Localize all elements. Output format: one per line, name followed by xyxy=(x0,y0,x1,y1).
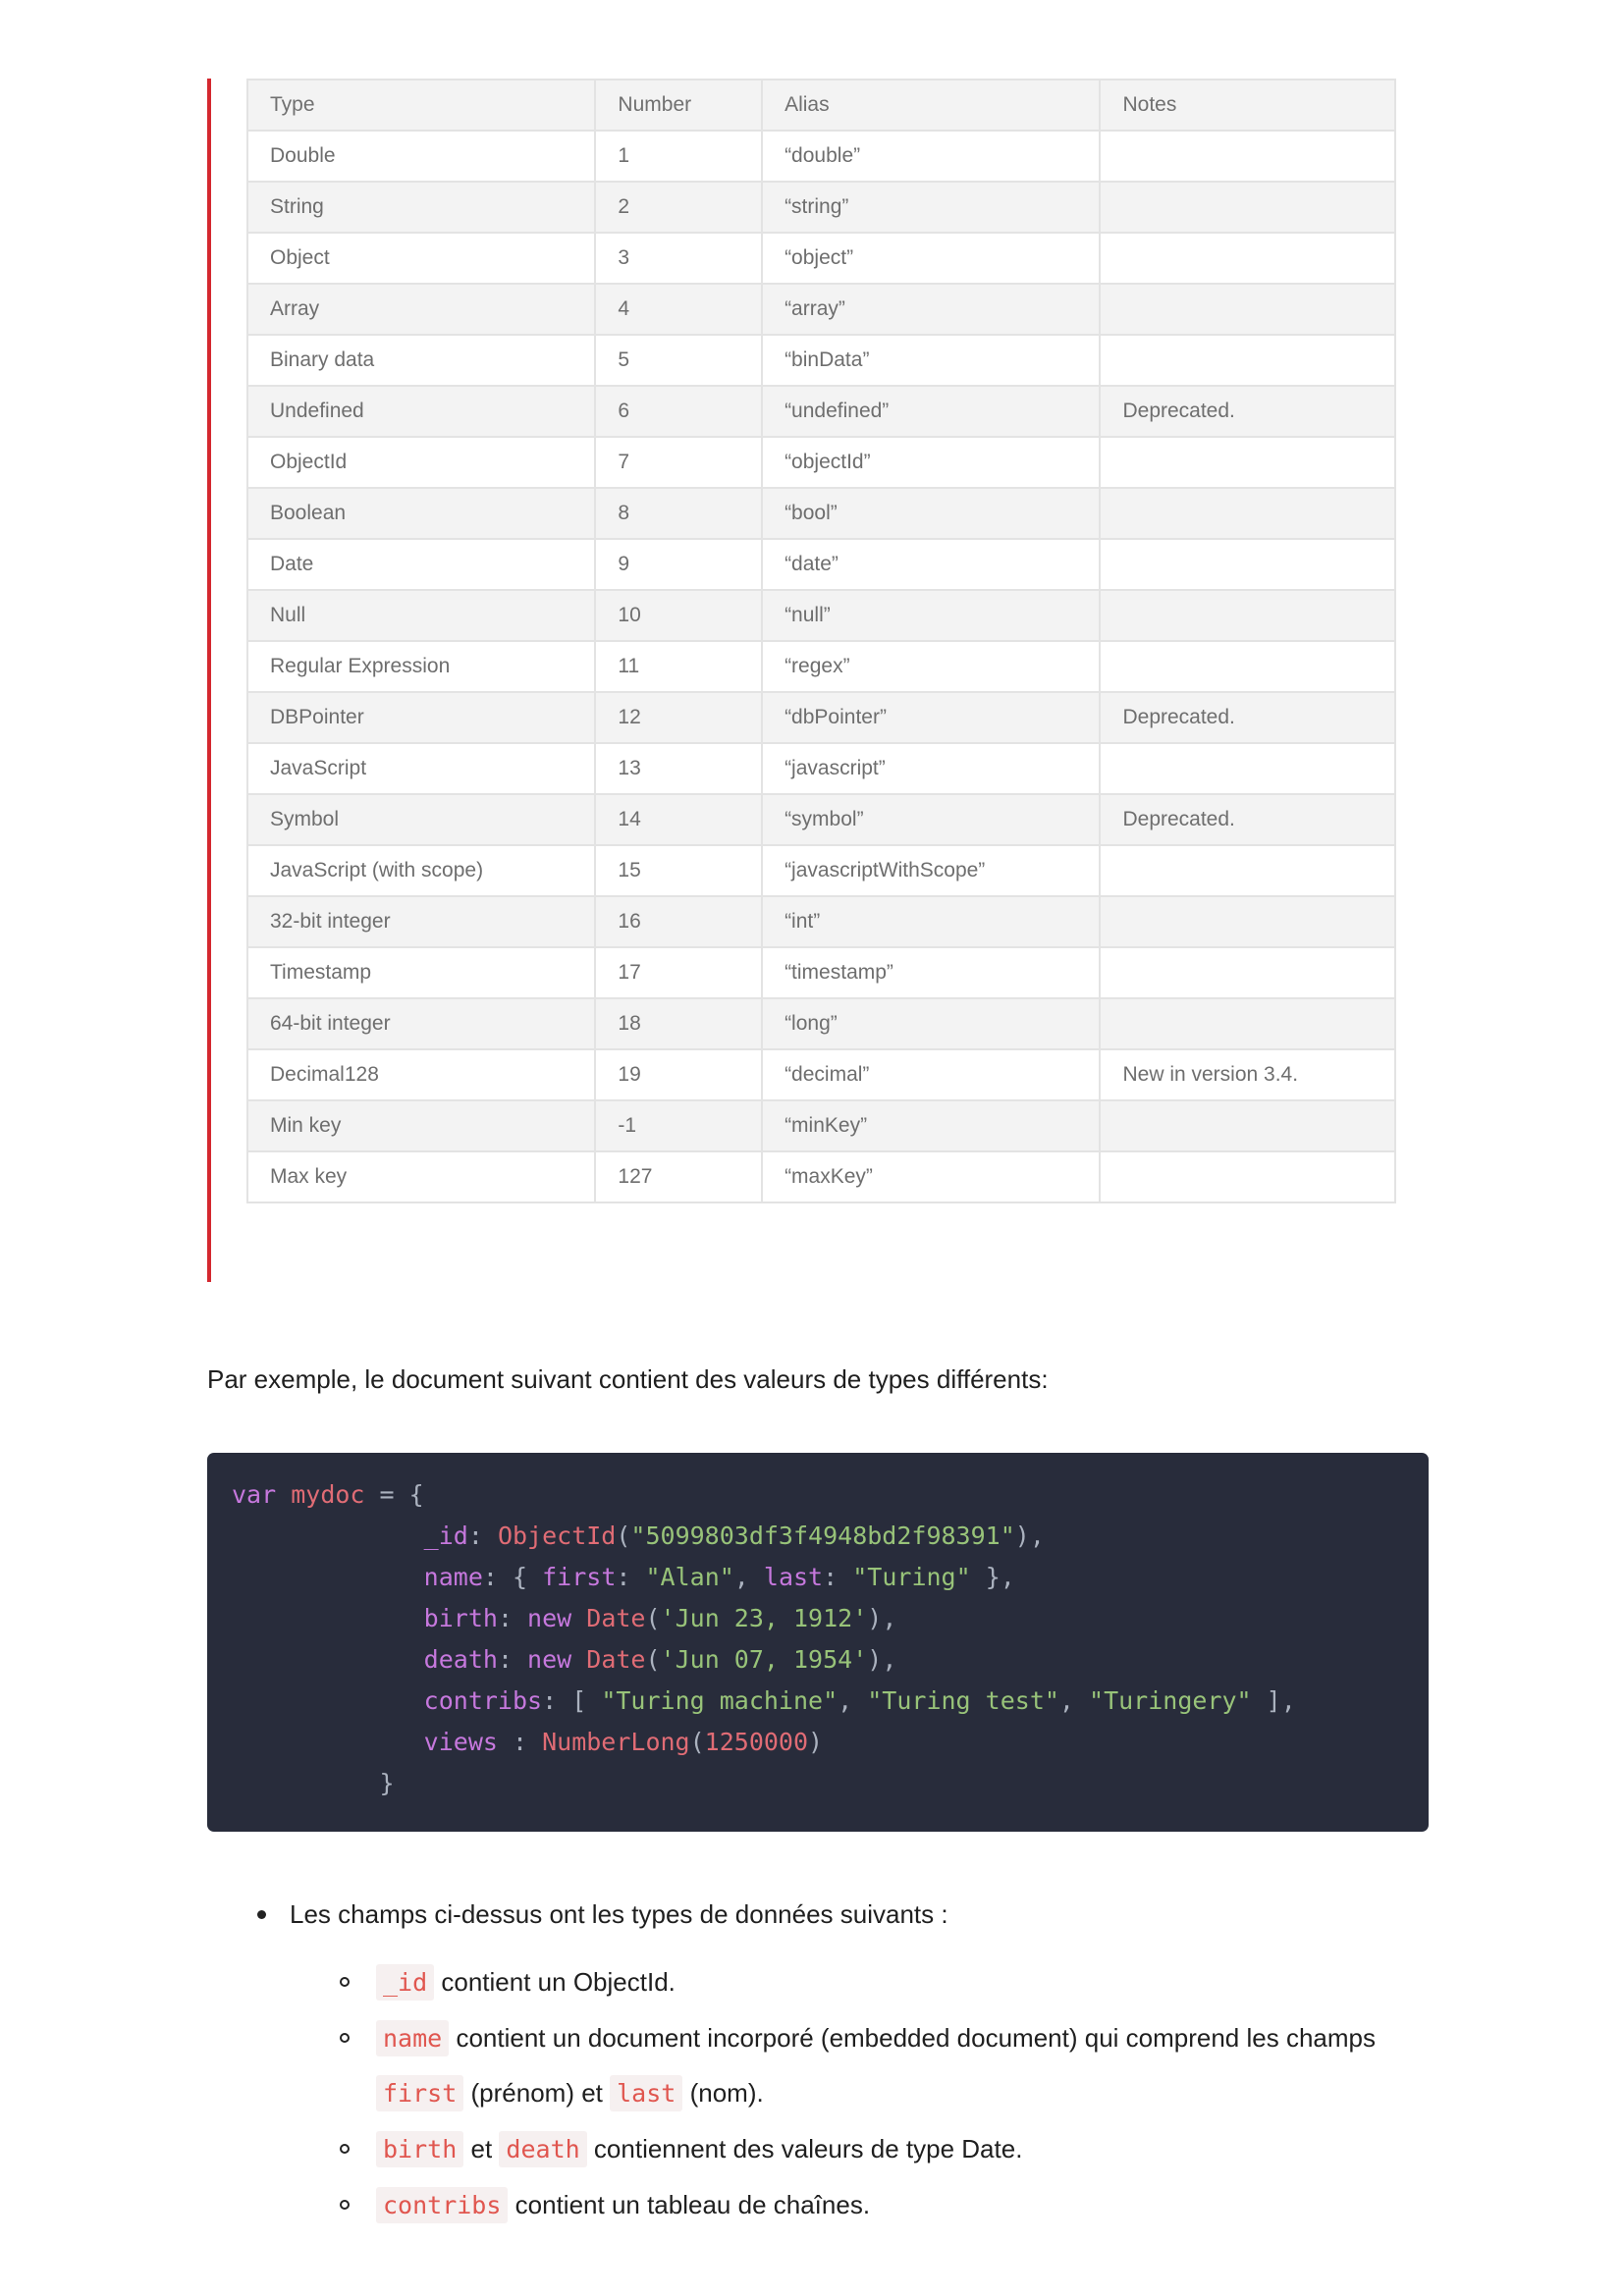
code-token: _id xyxy=(423,1522,468,1550)
cell-alias: “objectId” xyxy=(762,437,1100,488)
code-token: mydoc xyxy=(291,1480,365,1509)
text-birth: et xyxy=(470,2134,493,2163)
cell-type: Object xyxy=(247,233,595,284)
code-token: ( xyxy=(645,1645,661,1674)
code-last: last xyxy=(610,2075,682,2111)
cell-notes xyxy=(1100,284,1395,335)
text-last: (nom). xyxy=(689,2078,764,2108)
code-name: name xyxy=(376,2020,449,2056)
list-item-name xyxy=(376,2013,1376,2062)
cell-type: Double xyxy=(247,131,595,182)
table-row xyxy=(247,1151,1395,1202)
text-name: contient un document incorporé (embedded document) qui comprend les champs xyxy=(456,2023,1376,2053)
cell-alias: “bool” xyxy=(762,488,1100,539)
code-token xyxy=(232,1686,424,1715)
table-row xyxy=(247,590,1395,641)
cell-number: 17 xyxy=(595,947,762,998)
cell-notes xyxy=(1100,437,1395,488)
header-number: Number xyxy=(595,80,762,131)
code-token: ) xyxy=(808,1728,824,1756)
code-token: = { xyxy=(364,1480,424,1509)
code-line xyxy=(232,1639,1429,1681)
cell-alias: “decimal” xyxy=(762,1049,1100,1100)
table-row xyxy=(247,947,1395,998)
code-token: ObjectId xyxy=(497,1522,617,1550)
cell-number: 127 xyxy=(595,1151,762,1202)
cell-notes xyxy=(1100,335,1395,386)
cell-alias: “regex” xyxy=(762,641,1100,692)
cell-alias: “maxKey” xyxy=(762,1151,1100,1202)
table-row xyxy=(247,539,1395,590)
code-token: : xyxy=(497,1604,528,1632)
cell-notes: Deprecated. xyxy=(1100,692,1395,743)
code-line xyxy=(232,1474,1429,1516)
cell-type: Symbol xyxy=(247,794,595,845)
code-token: NumberLong xyxy=(542,1728,690,1756)
cell-type: Max key xyxy=(247,1151,595,1202)
table-row xyxy=(247,335,1395,386)
cell-number: 8 xyxy=(595,488,762,539)
header-alias: Alias xyxy=(762,80,1100,131)
cell-alias: “undefined” xyxy=(762,386,1100,437)
intro-paragraph: Par exemple, le document suivant contient des valeurs de types différents: xyxy=(207,1364,1049,1394)
circle-bullet-icon xyxy=(340,2144,350,2154)
code-token: 'Jun 23, 1912' xyxy=(660,1604,868,1632)
cell-alias: “string” xyxy=(762,182,1100,233)
cell-type: String xyxy=(247,182,595,233)
code-token: Date xyxy=(586,1645,646,1674)
code-token xyxy=(232,1728,424,1756)
text-death: contiennent des valeurs de type Date. xyxy=(593,2134,1023,2163)
cell-notes xyxy=(1100,641,1395,692)
table-row xyxy=(247,845,1395,896)
cell-alias: “object” xyxy=(762,233,1100,284)
cell-notes xyxy=(1100,1100,1395,1151)
list-item-birth-death xyxy=(376,2124,1022,2173)
cell-number: 12 xyxy=(595,692,762,743)
bson-types-table xyxy=(246,79,1396,1203)
code-token: ), xyxy=(867,1645,897,1674)
code-token: ), xyxy=(867,1604,897,1632)
cell-type: Decimal128 xyxy=(247,1049,595,1100)
code-token: "5099803df3f4948bd2f98391" xyxy=(630,1522,1015,1550)
code-token: ], xyxy=(1251,1686,1296,1715)
cell-number: 10 xyxy=(595,590,762,641)
cell-notes xyxy=(1100,131,1395,182)
table-row xyxy=(247,233,1395,284)
code-token: "Alan" xyxy=(645,1563,734,1591)
code-token: "Turingery" xyxy=(1089,1686,1252,1715)
code-token: }, xyxy=(970,1563,1015,1591)
code-token: new xyxy=(527,1645,572,1674)
cell-type: Date xyxy=(247,539,595,590)
code-token: , xyxy=(1058,1686,1090,1715)
cell-notes: Deprecated. xyxy=(1100,386,1395,437)
cell-number: 5 xyxy=(595,335,762,386)
code-token: ( xyxy=(645,1604,661,1632)
table-body xyxy=(247,131,1395,1202)
code-token xyxy=(232,1522,424,1550)
cell-type: ObjectId xyxy=(247,437,595,488)
cell-alias: “dbPointer” xyxy=(762,692,1100,743)
table-row xyxy=(247,743,1395,794)
cell-type: Timestamp xyxy=(247,947,595,998)
code-token: name xyxy=(423,1563,483,1591)
code-token: : xyxy=(497,1645,528,1674)
code-token: , xyxy=(838,1686,868,1715)
code-line xyxy=(232,1557,1429,1598)
code-token xyxy=(276,1480,291,1509)
code-token: : xyxy=(616,1563,646,1591)
list-item-id xyxy=(376,1957,676,2006)
cell-alias: “javascriptWithScope” xyxy=(762,845,1100,896)
header-type: Type xyxy=(247,80,595,131)
code-token xyxy=(232,1604,424,1632)
code-first: first xyxy=(376,2075,463,2111)
table-row xyxy=(247,386,1395,437)
cell-notes xyxy=(1100,743,1395,794)
cell-alias: “binData” xyxy=(762,335,1100,386)
cell-alias: “timestamp” xyxy=(762,947,1100,998)
circle-bullet-icon xyxy=(340,2033,350,2043)
cell-type: Boolean xyxy=(247,488,595,539)
cell-number: 16 xyxy=(595,896,762,947)
code-token: 'Jun 07, 1954' xyxy=(660,1645,868,1674)
code-token xyxy=(571,1645,586,1674)
cell-alias: “date” xyxy=(762,539,1100,590)
cell-number: 15 xyxy=(595,845,762,896)
cell-type: JavaScript xyxy=(247,743,595,794)
code-id: _id xyxy=(376,1964,434,2001)
code-token: : xyxy=(823,1563,853,1591)
cell-notes xyxy=(1100,590,1395,641)
code-token: : [ xyxy=(542,1686,602,1715)
code-token: birth xyxy=(423,1604,498,1632)
table-row xyxy=(247,1100,1395,1151)
cell-alias: “symbol” xyxy=(762,794,1100,845)
code-token: : xyxy=(467,1522,498,1550)
code-token: var xyxy=(232,1480,277,1509)
cell-type: Binary data xyxy=(247,335,595,386)
code-token: "Turing test" xyxy=(867,1686,1059,1715)
text-first: (prénom) et xyxy=(470,2078,603,2108)
code-token: 1250000 xyxy=(704,1728,809,1756)
code-contribs: contribs xyxy=(376,2187,508,2223)
cell-number: 1 xyxy=(595,131,762,182)
code-token: } xyxy=(232,1769,395,1797)
code-token: contribs xyxy=(423,1686,543,1715)
table-row xyxy=(247,131,1395,182)
code-birth: birth xyxy=(376,2131,463,2167)
code-token: ), xyxy=(1014,1522,1045,1550)
cell-notes xyxy=(1100,1151,1395,1202)
cell-notes xyxy=(1100,998,1395,1049)
table-row xyxy=(247,794,1395,845)
cell-alias: “minKey” xyxy=(762,1100,1100,1151)
circle-bullet-icon xyxy=(340,1977,350,1987)
cell-type: DBPointer xyxy=(247,692,595,743)
code-line xyxy=(232,1516,1429,1557)
code-token: : { xyxy=(482,1563,543,1591)
table-row xyxy=(247,896,1395,947)
cell-type: Regular Expression xyxy=(247,641,595,692)
list-item-main: Les champs ci-dessus ont les types de données suivants : xyxy=(290,1899,948,1929)
cell-notes xyxy=(1100,488,1395,539)
code-token: first xyxy=(542,1563,617,1591)
cell-alias: “double” xyxy=(762,131,1100,182)
table-row xyxy=(247,284,1395,335)
table-row xyxy=(247,488,1395,539)
cell-number: 9 xyxy=(595,539,762,590)
cell-type: Min key xyxy=(247,1100,595,1151)
code-line xyxy=(232,1681,1429,1722)
code-token: new xyxy=(527,1604,572,1632)
types-blockquote xyxy=(207,79,1399,1282)
table-row xyxy=(247,641,1395,692)
cell-alias: “int” xyxy=(762,896,1100,947)
cell-notes: New in version 3.4. xyxy=(1100,1049,1395,1100)
cell-type: JavaScript (with scope) xyxy=(247,845,595,896)
cell-number: 13 xyxy=(595,743,762,794)
code-token: : xyxy=(497,1728,543,1756)
cell-notes: Deprecated. xyxy=(1100,794,1395,845)
cell-notes xyxy=(1100,539,1395,590)
bullet-dot-icon xyxy=(257,1910,266,1919)
code-line xyxy=(232,1598,1429,1639)
table-row xyxy=(247,182,1395,233)
table-row xyxy=(247,692,1395,743)
cell-number: 14 xyxy=(595,794,762,845)
code-token: Date xyxy=(586,1604,646,1632)
code-death: death xyxy=(499,2131,586,2167)
cell-number: 2 xyxy=(595,182,762,233)
cell-notes xyxy=(1100,845,1395,896)
cell-type: Array xyxy=(247,284,595,335)
cell-number: 19 xyxy=(595,1049,762,1100)
code-token: "Turing machine" xyxy=(601,1686,839,1715)
cell-alias: “array” xyxy=(762,284,1100,335)
cell-notes xyxy=(1100,233,1395,284)
list-item-contribs xyxy=(376,2180,870,2229)
cell-type: 32-bit integer xyxy=(247,896,595,947)
cell-number: -1 xyxy=(595,1100,762,1151)
cell-number: 18 xyxy=(595,998,762,1049)
cell-type: Undefined xyxy=(247,386,595,437)
code-line xyxy=(232,1763,1429,1804)
code-block xyxy=(207,1453,1429,1832)
code-token: ( xyxy=(616,1522,631,1550)
code-token xyxy=(571,1604,586,1632)
table-row xyxy=(247,437,1395,488)
cell-alias: “null” xyxy=(762,590,1100,641)
cell-alias: “long” xyxy=(762,998,1100,1049)
table-header-row xyxy=(247,80,1395,131)
circle-bullet-icon xyxy=(340,2200,350,2210)
cell-type: Null xyxy=(247,590,595,641)
text-contribs: contient un tableau de chaînes. xyxy=(514,2190,871,2219)
text-id: contient un ObjectId. xyxy=(441,1967,676,1997)
code-token: , xyxy=(733,1563,764,1591)
code-token: "Turing" xyxy=(852,1563,971,1591)
code-line xyxy=(232,1722,1429,1763)
code-token: views xyxy=(423,1728,498,1756)
code-token: death xyxy=(423,1645,498,1674)
cell-number: 3 xyxy=(595,233,762,284)
code-token: ( xyxy=(689,1728,705,1756)
code-token xyxy=(232,1645,424,1674)
cell-alias: “javascript” xyxy=(762,743,1100,794)
cell-number: 4 xyxy=(595,284,762,335)
cell-type: 64-bit integer xyxy=(247,998,595,1049)
table-row xyxy=(247,998,1395,1049)
cell-number: 6 xyxy=(595,386,762,437)
cell-number: 7 xyxy=(595,437,762,488)
table-row xyxy=(247,1049,1395,1100)
header-notes: Notes xyxy=(1100,80,1395,131)
cell-notes xyxy=(1100,182,1395,233)
code-token: last xyxy=(763,1563,824,1591)
code-token xyxy=(232,1563,424,1591)
cell-notes xyxy=(1100,947,1395,998)
list-item-name-continued xyxy=(376,2068,764,2117)
cell-number: 11 xyxy=(595,641,762,692)
cell-notes xyxy=(1100,896,1395,947)
